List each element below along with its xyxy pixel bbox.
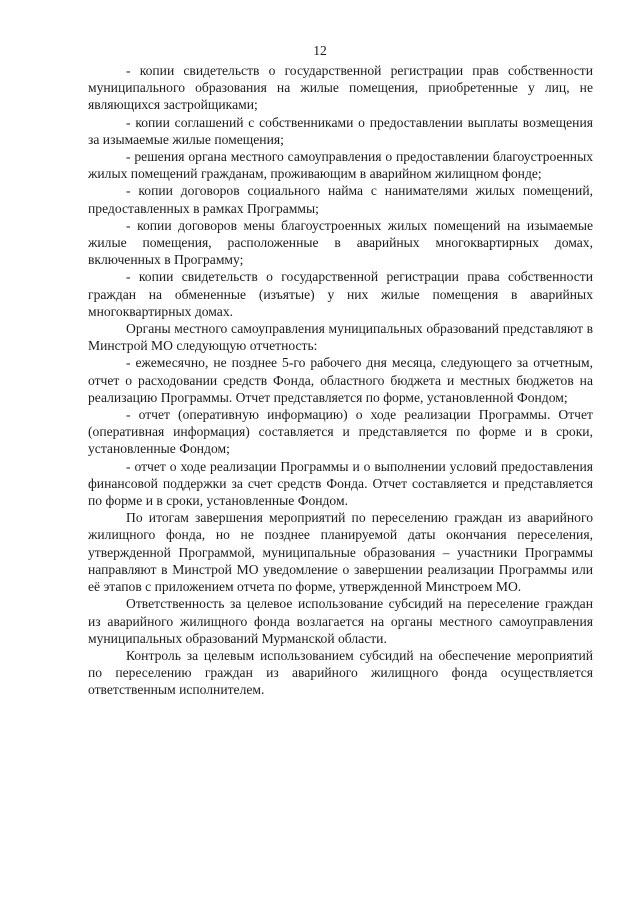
paragraph-4: - копии договоров социального найма с нанимателями жилых помещений, предоставленных в рамках Программы;: [88, 183, 593, 216]
page-number: 12: [313, 43, 327, 58]
paragraph-13: Контроль за целевым использованием субсидий на обеспечение мероприятий по переселению граждан из аварийного жилищного фонда осуществляется ответственным исполнителем.: [88, 647, 593, 698]
paragraph-10: - отчет о ходе реализации Программы и о выполнении условий предоставления финансовой поддержки за счет средств Фонда. Отчет составляется и представляется по форме и в сроки, установленные Фондом.: [88, 458, 593, 509]
paragraph-5: - копии договоров мены благоустроенных жилых помещений на изымаемые жилые помещения, расположенные в аварийных многоквартирных домах, включенных в Программу;: [88, 217, 593, 268]
paragraph-11: По итогам завершения мероприятий по переселению граждан из аварийного жилищного фонда, но не позднее планируемой даты окончания переселения, утвержденной Программой, муниципальные образования – участники Программы направляют в Минстрой МО уведомление о завершении реализации Программы или её этапов с приложением отчета по форме, утвержденной Минстроем МО.: [88, 510, 593, 595]
paragraph-12: Ответственность за целевое использование субсидий на переселение граждан из аварийного жилищного фонда возлагается на органы местного самоуправления муниципальных образований Мурманской области.: [88, 596, 593, 646]
paragraph-9: - отчет (оперативную информацию) о ходе реализации Программы. Отчет (оперативная информация) составляется и представляется по форме и в сроки, установленные Фондом;: [88, 407, 593, 457]
paragraph-3: - решения органа местного самоуправления о предоставлении благоустроенных жилых помещений гражданам, проживающим в аварийном жилищном фонде;: [88, 149, 593, 182]
paragraph-7: Органы местного самоуправления муниципальных образований представляют в Минстрой МО следующую отчетность:: [88, 321, 593, 354]
paragraph-1: - копии свидетельств о государственной регистрации прав собственности муниципального образования на жилые помещения, приобретенные у лиц, не являющихся застройщиками;: [88, 63, 593, 113]
paragraph-6: - копии свидетельств о государственной регистрации права собственности граждан на обмененные (изъятые) у них жилые помещения в аварийных многоквартирных домах.: [88, 269, 593, 319]
document-body: [88, 62, 593, 699]
paragraph-2: - копии соглашений с собственниками о предоставлении выплаты возмещения за изымаемые жилые помещения;: [88, 114, 593, 147]
paragraph-8: - ежемесячно, не позднее 5-го рабочего дня месяца, следующего за отчетным, отчет о расходовании средств Фонда, областного бюджета и местных бюджетов на реализацию Программы. Отчет представляется по форме, установленной Фондом;: [88, 355, 593, 405]
